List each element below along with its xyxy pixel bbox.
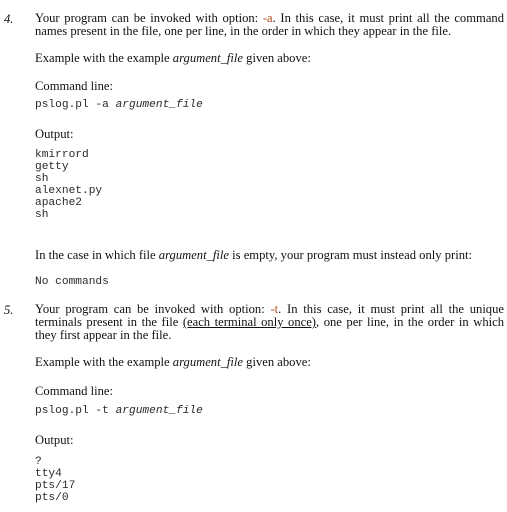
item4-command-arg: argument_file <box>115 99 203 111</box>
item5-command-arg: argument_file <box>115 405 203 417</box>
item5-example-suffix: given above: <box>243 355 311 369</box>
item4-command <box>35 99 203 111</box>
item4-desc-part1: Your program can be invoked with option: <box>35 11 263 25</box>
item4-empty-prefix: In the case in which file <box>35 248 159 262</box>
output-line: alexnet.py <box>35 185 103 197</box>
output-line: kmirrord <box>35 149 89 161</box>
item4-output-label: Output: <box>35 127 74 141</box>
item-number-5: 5. <box>4 303 14 317</box>
item4-empty-arg: argument_file <box>158 248 229 262</box>
item5-description <box>35 303 504 342</box>
item5-underlined-note: (each terminal only once) <box>182 315 317 329</box>
item5-option-flag: -t <box>270 302 279 316</box>
item4-command-text: pslog.pl -a <box>35 99 116 111</box>
item4-desc-part2: . In this case, it must print all the command names present in the file, one per line, in the order in which they appear in the file. <box>35 11 504 38</box>
item5-desc-part2: . In this case, it must print all the unique terminals present in the file <box>35 302 504 329</box>
item4-example-prefix: Example with the example <box>35 51 173 65</box>
item5-desc-part1: Your program can be invoked with option: <box>35 302 271 316</box>
item4-output-block <box>35 149 102 221</box>
item5-example-arg: argument_file <box>172 355 243 369</box>
output-line: ? <box>35 456 42 468</box>
output-line: pts/0 <box>35 492 69 504</box>
item4-example-intro <box>35 51 311 65</box>
item5-command-line-label: Command line: <box>35 384 114 398</box>
item5-output-label: Output: <box>35 433 74 447</box>
item4-empty-output: No commands <box>35 276 109 288</box>
output-line: getty <box>35 161 69 173</box>
item5-desc-part3: , one per line, in the order in which they first appear in the file. <box>35 315 505 342</box>
item4-command-line-label: Command line: <box>35 79 114 93</box>
output-line: tty4 <box>35 468 62 480</box>
output-line: sh <box>35 173 49 185</box>
item5-example-intro <box>35 355 311 369</box>
item4-option-flag: -a <box>262 11 273 25</box>
item4-description <box>35 12 504 38</box>
item4-example-arg: argument_file <box>172 51 243 65</box>
output-line: apache2 <box>35 197 82 209</box>
output-line: sh <box>35 209 49 221</box>
item-number-4: 4. <box>4 12 14 26</box>
item4-empty-suffix: is empty, your program must instead only print: <box>229 248 472 262</box>
item4-empty-case <box>35 248 472 262</box>
item5-command <box>35 405 203 417</box>
item5-example-prefix: Example with the example <box>35 355 173 369</box>
item5-output-block <box>35 456 75 504</box>
item4-example-suffix: given above: <box>243 51 311 65</box>
output-line: pts/17 <box>35 480 76 492</box>
item5-command-text: pslog.pl -t <box>35 405 116 417</box>
